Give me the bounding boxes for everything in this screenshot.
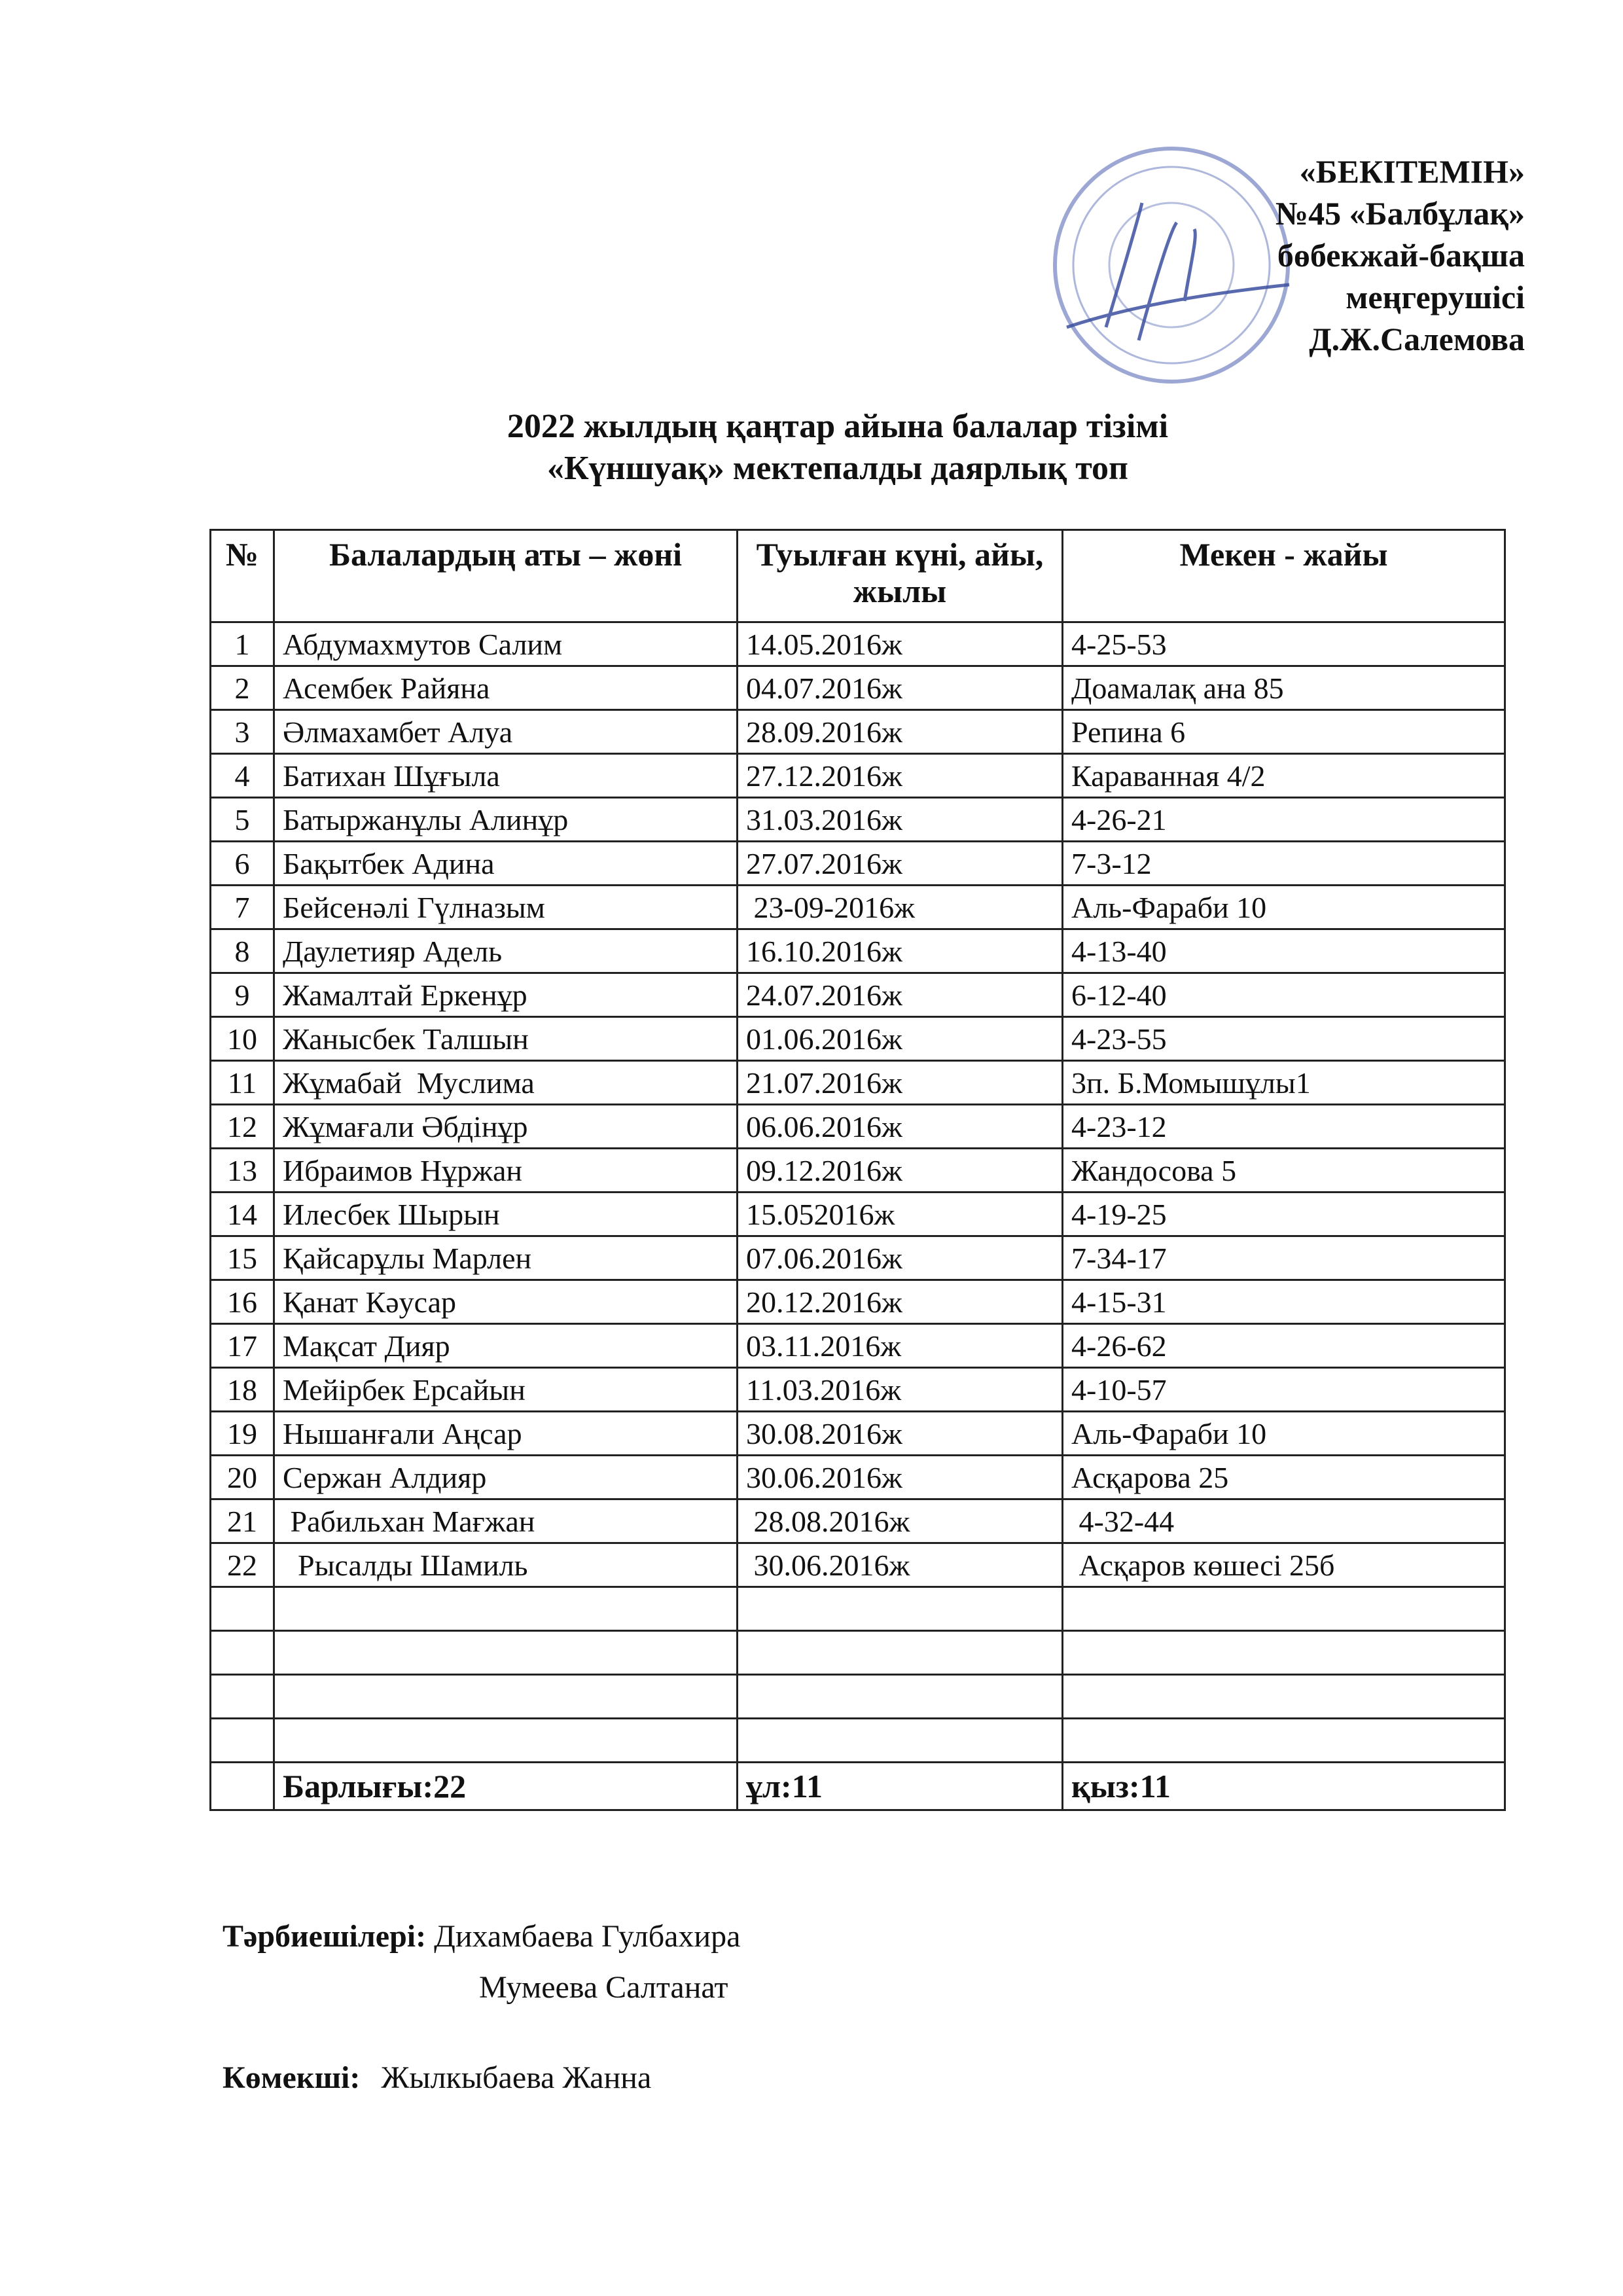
child-name: Қанат Кәусар <box>274 1280 738 1324</box>
birth-date: 30.08.2016ж <box>738 1412 1063 1456</box>
birth-date: 30.06.2016ж <box>738 1456 1063 1499</box>
birth-date: 04.07.2016ж <box>738 666 1063 710</box>
table-row <box>211 1017 1505 1061</box>
row-number: 7 <box>211 886 274 929</box>
birth-date: 27.07.2016ж <box>738 842 1063 886</box>
table-row <box>211 1324 1505 1368</box>
birth-date: 11.03.2016ж <box>738 1368 1063 1412</box>
birth-date: 01.06.2016ж <box>738 1017 1063 1061</box>
table-header-row <box>211 530 1505 622</box>
address: Асқаров көшесі 25б <box>1063 1543 1505 1587</box>
empty-row <box>211 1631 1505 1675</box>
address: 7-3-12 <box>1063 842 1505 886</box>
address: 4-25-53 <box>1063 622 1505 666</box>
title-line-2: «Күншуақ» мектепалды даярлық топ <box>546 450 1129 487</box>
address: Караванная 4/2 <box>1063 754 1505 798</box>
row-number: 22 <box>211 1543 274 1587</box>
row-number: 2 <box>211 666 274 710</box>
table-row <box>211 1061 1505 1105</box>
table-row <box>211 1368 1505 1412</box>
empty-cell <box>738 1675 1063 1719</box>
child-name: Даулетияр Адель <box>274 929 738 973</box>
table-row <box>211 1193 1505 1236</box>
child-name: Қайсарұлы Марлен <box>274 1236 738 1280</box>
empty-cell <box>274 1587 738 1631</box>
approval-block <box>1275 151 1525 360</box>
child-name: Батихан Шұғыла <box>274 754 738 798</box>
row-number: 8 <box>211 929 274 973</box>
empty-cell <box>1063 1675 1505 1719</box>
row-number: 4 <box>211 754 274 798</box>
row-number: 5 <box>211 798 274 842</box>
empty-row <box>211 1587 1505 1631</box>
table-row <box>211 929 1505 973</box>
address: 4-13-40 <box>1063 929 1505 973</box>
child-name: Жанысбек Талшын <box>274 1017 738 1061</box>
table-row <box>211 1456 1505 1499</box>
header-address: Мекен - жайы <box>1063 530 1505 622</box>
birth-date: 31.03.2016ж <box>738 798 1063 842</box>
address: Доамалақ ана 85 <box>1063 666 1505 710</box>
table-body <box>211 622 1505 1810</box>
address: 4-26-62 <box>1063 1324 1505 1368</box>
row-number: 1 <box>211 622 274 666</box>
total-count: Барлығы:22 <box>274 1763 738 1810</box>
row-number: 10 <box>211 1017 274 1061</box>
address: 4-26-21 <box>1063 798 1505 842</box>
document-title <box>0 406 1623 490</box>
birth-date: 20.12.2016ж <box>738 1280 1063 1324</box>
birth-date: 23-09-2016ж <box>738 886 1063 929</box>
row-number: 9 <box>211 973 274 1017</box>
address: 7-34-17 <box>1063 1236 1505 1280</box>
table-row <box>211 798 1505 842</box>
child-name: Бейсенәлі Гүлназым <box>274 886 738 929</box>
empty-row <box>211 1675 1505 1719</box>
table-row <box>211 1499 1505 1543</box>
empty-cell <box>211 1631 274 1675</box>
teachers-label: Тәрбиешілері: <box>223 1919 427 1954</box>
head-name: Д.Ж.Салемова <box>1309 321 1525 357</box>
child-name: Бақытбек Адина <box>274 842 738 886</box>
address: Асқарова 25 <box>1063 1456 1505 1499</box>
child-name: Абдумахмутов Салим <box>274 622 738 666</box>
address: 3п. Б.Момышұлы1 <box>1063 1061 1505 1105</box>
empty-cell <box>211 1719 274 1763</box>
address: Аль-Фараби 10 <box>1063 886 1505 929</box>
child-name: Жұмағали Әбдінұр <box>274 1105 738 1149</box>
birth-date: 15.052016ж <box>738 1193 1063 1236</box>
birth-date: 16.10.2016ж <box>738 929 1063 973</box>
child-name: Сержан Алдияр <box>274 1456 738 1499</box>
table-row <box>211 886 1505 929</box>
row-number: 12 <box>211 1105 274 1149</box>
child-name: Әлмахамбет Алуа <box>274 710 738 754</box>
birth-date: 24.07.2016ж <box>738 973 1063 1017</box>
birth-date: 30.06.2016ж <box>738 1543 1063 1587</box>
children-list-table <box>209 529 1506 1811</box>
row-number: 6 <box>211 842 274 886</box>
table-row <box>211 754 1505 798</box>
empty-cell <box>211 1675 274 1719</box>
empty-cell <box>274 1631 738 1675</box>
head-position: меңгерушісі <box>1346 279 1525 315</box>
row-number: 16 <box>211 1280 274 1324</box>
empty-cell <box>1063 1587 1505 1631</box>
empty-cell <box>274 1719 738 1763</box>
row-number: 14 <box>211 1193 274 1236</box>
birth-date: 28.08.2016ж <box>738 1499 1063 1543</box>
empty-cell <box>1063 1631 1505 1675</box>
row-number: 3 <box>211 710 274 754</box>
teachers-line <box>223 1911 740 1962</box>
kindergarten-name: №45 «Балбұлақ» <box>1275 195 1525 232</box>
child-name: Рысалды Шамиль <box>274 1543 738 1587</box>
child-name: Илесбек Шырын <box>274 1193 738 1236</box>
row-number: 15 <box>211 1236 274 1280</box>
table-row <box>211 666 1505 710</box>
birth-date: 07.06.2016ж <box>738 1236 1063 1280</box>
row-number: 21 <box>211 1499 274 1543</box>
table-row <box>211 973 1505 1017</box>
child-name: Жамалтай Еркенұр <box>274 973 738 1017</box>
header-birth-date: Туылған күні, айы, жылы <box>738 530 1063 622</box>
assistant-line <box>223 2053 740 2104</box>
totals-row <box>211 1763 1505 1810</box>
empty-cell <box>211 1763 274 1810</box>
child-name: Жұмабай Муслима <box>274 1061 738 1105</box>
table-row <box>211 1105 1505 1149</box>
address: 4-23-55 <box>1063 1017 1505 1061</box>
table-row <box>211 622 1505 666</box>
birth-date: 03.11.2016ж <box>738 1324 1063 1368</box>
child-name: Мақсат Дияр <box>274 1324 738 1368</box>
title-line-1: 2022 жылдың қаңтар айына балалар тізімі <box>507 408 1169 445</box>
empty-cell <box>211 1587 274 1631</box>
empty-cell <box>738 1719 1063 1763</box>
child-name: Батыржанұлы Алинұр <box>274 798 738 842</box>
table-row <box>211 1149 1505 1193</box>
staff-block <box>223 1911 740 2104</box>
empty-cell <box>1063 1719 1505 1763</box>
row-number: 17 <box>211 1324 274 1368</box>
row-number: 19 <box>211 1412 274 1456</box>
child-name: Ибраимов Нұржан <box>274 1149 738 1193</box>
assistant-label: Көмекші: <box>223 2060 361 2095</box>
teachers-line-2 <box>223 1962 740 2013</box>
birth-date: 09.12.2016ж <box>738 1149 1063 1193</box>
row-number: 18 <box>211 1368 274 1412</box>
header-number: № <box>211 530 274 622</box>
birth-date: 21.07.2016ж <box>738 1061 1063 1105</box>
handwritten-signature-icon <box>1067 203 1289 340</box>
address: 4-15-31 <box>1063 1280 1505 1324</box>
birth-date: 27.12.2016ж <box>738 754 1063 798</box>
table-row <box>211 1412 1505 1456</box>
teacher-name: Дихамбаева Гулбахира <box>434 1919 741 1954</box>
birth-date: 28.09.2016ж <box>738 710 1063 754</box>
address: 4-23-12 <box>1063 1105 1505 1149</box>
address: Аль-Фараби 10 <box>1063 1412 1505 1456</box>
assistant-name: Жылкыбаева Жанна <box>381 2060 652 2095</box>
table-row <box>211 1280 1505 1324</box>
table-row <box>211 710 1505 754</box>
child-name: Мейірбек Ерсайын <box>274 1368 738 1412</box>
address: 4-10-57 <box>1063 1368 1505 1412</box>
child-name: Рабильхан Мағжан <box>274 1499 738 1543</box>
empty-cell <box>738 1631 1063 1675</box>
teacher-name: Мумеева Салтанат <box>479 1970 728 2005</box>
header-name: Балалардың аты – жөні <box>274 530 738 622</box>
institution-type: бөбекжай-бақша <box>1277 237 1525 274</box>
address: 6-12-40 <box>1063 973 1505 1017</box>
address: 4-19-25 <box>1063 1193 1505 1236</box>
table-row <box>211 842 1505 886</box>
child-name: Нышанғали Аңсар <box>274 1412 738 1456</box>
empty-cell <box>274 1675 738 1719</box>
row-number: 20 <box>211 1456 274 1499</box>
address: 4-32-44 <box>1063 1499 1505 1543</box>
birth-date: 06.06.2016ж <box>738 1105 1063 1149</box>
approval-heading: «БЕКІТЕМІН» <box>1299 153 1525 190</box>
table-row <box>211 1543 1505 1587</box>
row-number: 13 <box>211 1149 274 1193</box>
girls-count: қыз:11 <box>1063 1763 1505 1810</box>
boys-count: ұл:11 <box>738 1763 1063 1810</box>
empty-row <box>211 1719 1505 1763</box>
empty-cell <box>738 1587 1063 1631</box>
address: Репина 6 <box>1063 710 1505 754</box>
table-row <box>211 1236 1505 1280</box>
birth-date: 14.05.2016ж <box>738 622 1063 666</box>
round-seal-stamp-icon <box>1027 131 1309 406</box>
child-name: Асембек Райяна <box>274 666 738 710</box>
row-number: 11 <box>211 1061 274 1105</box>
address: Жандосова 5 <box>1063 1149 1505 1193</box>
